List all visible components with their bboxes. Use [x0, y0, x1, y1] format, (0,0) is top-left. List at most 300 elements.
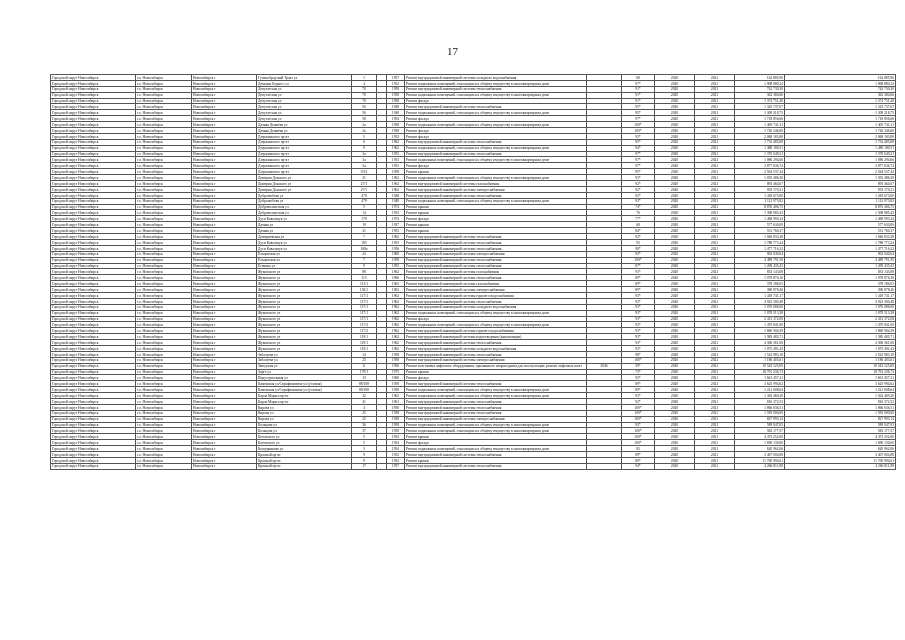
table-cell: 93*: [622, 292, 655, 298]
table-cell: 1954: [387, 116, 405, 122]
table-cell: 2020: [655, 92, 695, 98]
table-cell: Ремонт внутридомовой инженерной системы холодного водоснабжения: [405, 304, 587, 310]
table-cell: 531 760,37: [785, 228, 896, 234]
table-cell: г.о. Новосибирск: [136, 175, 192, 181]
table-cell: Городской округ Новосибирск: [51, 428, 136, 434]
table-cell: 935 170,21: [785, 186, 896, 192]
table-cell: 1 086 294,66: [735, 157, 785, 163]
table-cell: 9/13: [352, 169, 377, 175]
table-cell: г.о. Новосибирск: [136, 228, 192, 234]
table-cell: Новосибирск г: [192, 157, 257, 163]
table-cell: 2021: [695, 151, 735, 157]
table-cell: Ремонт фасада: [405, 375, 587, 381]
table-cell: 4 266 811,88: [785, 463, 896, 469]
table-cell: Жуковского ул: [257, 334, 352, 340]
table-cell: 2020: [655, 351, 695, 357]
table-cell: 531 760,37: [735, 228, 785, 234]
table-cell: г.о. Новосибирск: [136, 381, 192, 387]
table-cell: г.о. Новосибирск: [136, 210, 192, 216]
table-cell: Городской округ Новосибирск: [51, 446, 136, 452]
table-cell: Ремонт крыши: [405, 204, 587, 210]
table-cell: 7: [352, 234, 377, 240]
table-cell: г.о. Новосибирск: [136, 145, 192, 151]
table-cell: 2020: [655, 104, 695, 110]
table-cell: г.о. Новосибирск: [136, 375, 192, 381]
table-cell: Жуковского ул: [257, 322, 352, 328]
table-cell: 2020: [655, 257, 695, 263]
table-cell: 2 068 183,80: [785, 133, 896, 139]
table-cell: 1938: [387, 416, 405, 422]
table-cell: Ремонт фасада: [405, 316, 587, 322]
table-cell: Жуковского ул: [257, 292, 352, 298]
table-cell: 1 221 608,64: [785, 387, 896, 393]
table-cell: 1938: [387, 410, 405, 416]
table-cell: 2020: [655, 228, 695, 234]
table-cell: 2021: [695, 216, 735, 222]
table-cell: Ремонт внутридомовой инженерной системы теплоснабжения: [405, 139, 587, 145]
table-cell: г.о. Новосибирск: [136, 198, 192, 204]
table-cell: 17: [352, 463, 377, 469]
table-cell: г.о. Новосибирск: [136, 151, 192, 157]
table-cell: Ремонт внутридомовой инженерной системы теплоснабжения: [405, 275, 587, 281]
table-cell: 119/1: [352, 345, 377, 351]
table-cell: 1948: [387, 192, 405, 198]
table-cell: Новосибирск г: [192, 186, 257, 192]
table-cell: 19: [352, 222, 377, 228]
table-cell: 2020: [655, 292, 695, 298]
table-cell: г.о. Новосибирск: [136, 440, 192, 446]
table-cell: Карла Маркса пр-кт: [257, 393, 352, 399]
table-cell: Новосибирск г: [192, 192, 257, 198]
table-cell: 95*: [622, 110, 655, 116]
table-cell: Ельцовская ул: [257, 257, 352, 263]
table-cell: Городской округ Новосибирск: [51, 222, 136, 228]
table-cell: Ремонт подвальных помещений, относящихся к общему имуществу в многоквартирном доме: [405, 446, 587, 452]
table-cell: 162 885,96: [735, 75, 785, 81]
table-cell: 3 407 004,88: [735, 452, 785, 458]
table-cell: 18 791 236,73: [735, 369, 785, 375]
table-cell: г.о. Новосибирск: [136, 340, 192, 346]
table-cell: Жуковского ул: [257, 340, 352, 346]
table-cell: 2 877 636,74: [735, 163, 785, 169]
table-cell: 1 477 716,32: [785, 245, 896, 251]
table-cell: Новосибирск г: [192, 181, 257, 187]
table-cell: 9: [352, 263, 377, 269]
table-cell: 1958: [387, 86, 405, 92]
table-cell: г.о. Новосибирск: [136, 80, 192, 86]
table-cell: 1962: [387, 322, 405, 328]
table-cell: 2020: [655, 387, 695, 393]
table-cell: 4 489 791,50: [735, 257, 785, 263]
table-cell: 479: [352, 192, 377, 198]
table-cell: Городской округ Новосибирск: [51, 292, 136, 298]
table-cell: 2021: [695, 75, 735, 81]
table-cell: Депутатская ул: [257, 110, 352, 116]
table-cell: 59*: [622, 363, 655, 369]
table-cell: 479: [352, 198, 377, 204]
table-cell: 2020: [655, 75, 695, 81]
table-cell: Ремонт крыши: [405, 457, 587, 463]
table-cell: 2021: [695, 334, 735, 340]
table-cell: 1 325 737,07: [785, 104, 896, 110]
table-cell: 93*: [622, 340, 655, 346]
table-cell: Ремонт или замена лифтового оборудования, признанного непригодным для эксплуатации, ремонт лифтовых шахт: [405, 363, 587, 369]
table-cell: Городской округ Новосибирск: [51, 452, 136, 458]
table-cell: 94*: [622, 145, 655, 151]
table-cell: г.о. Новосибирск: [136, 263, 192, 269]
table-cell: Городской округ Новосибирск: [51, 393, 136, 399]
table-cell: Городской округ Новосибирск: [51, 310, 136, 316]
table-cell: Ремонт фасада: [405, 98, 587, 104]
table-cell: 93*: [622, 322, 655, 328]
table-cell: 2020: [655, 446, 695, 452]
table-cell: г.о. Новосибирск: [136, 133, 192, 139]
table-cell: 4 489 791,50: [785, 257, 896, 263]
table-cell: 2021: [695, 292, 735, 298]
table-cell: 1 595 000,00: [735, 410, 785, 416]
table-cell: 5: [352, 434, 377, 440]
table-cell: 36: [352, 422, 377, 428]
table-cell: Новосибирск г: [192, 151, 257, 157]
table-cell: 2021: [695, 287, 735, 293]
table-cell: 1962: [387, 292, 405, 298]
table-cell: 2020: [655, 175, 695, 181]
table-cell: 1 308 985,43: [735, 210, 785, 216]
table-cell: 2021: [695, 393, 735, 399]
table-cell: 1 418 673,00: [735, 192, 785, 198]
table-cell: 2020: [655, 204, 695, 210]
table-cell: г.о. Новосибирск: [136, 357, 192, 363]
table-cell: Дзержинского пр-кт: [257, 133, 352, 139]
table-cell: г.о. Новосибирск: [136, 234, 192, 240]
table-cell: Добровольческая ул: [257, 210, 352, 216]
table-cell: 1 078 876,16: [785, 275, 896, 281]
table-cell: 1958: [387, 422, 405, 428]
table-cell: 2021: [695, 222, 735, 228]
table-cell: Городской округ Новосибирск: [51, 122, 136, 128]
table-cell: Городской округ Новосибирск: [51, 181, 136, 187]
table-cell: 396 878,46: [735, 287, 785, 293]
table-cell: Жуковского ул: [257, 316, 352, 322]
table-cell: 1 732 485,08: [785, 139, 896, 145]
table-row: [51, 463, 896, 469]
table-cell: 1 405 741,31: [785, 122, 896, 128]
table-cell: 1952: [387, 133, 405, 139]
table-cell: 3а: [352, 151, 377, 157]
table-cell: Ельцовская ул: [257, 251, 352, 257]
table-cell: 2020: [655, 163, 695, 169]
table-cell: 2021: [695, 452, 735, 458]
table-cell: Новосибирск г: [192, 204, 257, 210]
table-cell: 2020: [655, 428, 695, 434]
table-cell: Ремонт внутридомовой инженерной системы электроснабжения: [405, 186, 587, 192]
table-cell: 2020: [655, 86, 695, 92]
table-cell: Кольцова ул: [257, 428, 352, 434]
table-cell: г.о. Новосибирск: [136, 75, 192, 81]
table-cell: 1975: [387, 369, 405, 375]
table-cell: Новосибирск г: [192, 440, 257, 446]
table-cell: 2021: [695, 281, 735, 287]
table-cell: Жуковского ул: [257, 298, 352, 304]
table-cell: Городской округ Новосибирск: [51, 269, 136, 275]
table-cell: 2021: [695, 328, 735, 334]
table-cell: Новосибирск г: [192, 139, 257, 145]
table-cell: Городской округ Новосибирск: [51, 245, 136, 251]
table-cell: 2020: [655, 263, 695, 269]
table-cell: г.о. Новосибирск: [136, 104, 192, 110]
table-cell: 32: [352, 393, 377, 399]
table-cell: 833 143,08: [735, 269, 785, 275]
table-cell: Новосибирск г: [192, 163, 257, 169]
table-cell: 1958: [387, 357, 405, 363]
table-cell: г.о. Новосибирск: [136, 316, 192, 322]
table-cell: Новосибирск г: [192, 292, 257, 298]
table-cell: 13: [352, 375, 377, 381]
table-cell: 2020: [655, 381, 695, 387]
table-cell: 41: [352, 398, 377, 404]
table-cell: 2021: [695, 298, 735, 304]
table-cell: Ремонт крыши: [405, 210, 587, 216]
table-cell: 89*: [622, 281, 655, 287]
table-cell: Новосибирск г: [192, 457, 257, 463]
table-cell: г.о. Новосибирск: [136, 393, 192, 399]
table-cell: Новосибирск г: [192, 110, 257, 116]
table-cell: г.о. Новосибирск: [136, 110, 192, 116]
table-cell: Дзержинского пр-кт: [257, 157, 352, 163]
table-cell: Новосибирск г: [192, 281, 257, 287]
table-cell: 2021: [695, 92, 735, 98]
table-cell: 1958: [387, 351, 405, 357]
table-cell: Новосибирск г: [192, 80, 257, 86]
table-cell: Городской округ Новосибирск: [51, 175, 136, 181]
table-cell: Добролюбова ул: [257, 198, 352, 204]
table-cell: 117/1: [352, 292, 377, 298]
table-cell: 98*: [622, 245, 655, 251]
table-cell: 1958: [387, 257, 405, 263]
table-cell: 2020: [655, 116, 695, 122]
table-cell: Ремонт фасада: [405, 216, 587, 222]
table-cell: 2020: [655, 298, 695, 304]
table-cell: 1 362 469,20: [735, 393, 785, 399]
table-cell: 89*: [622, 381, 655, 387]
table-cell: Городской округ Новосибирск: [51, 157, 136, 163]
table-cell: 119/1: [352, 334, 377, 340]
table-cell: 4: [352, 80, 377, 86]
table-cell: 1948: [387, 110, 405, 116]
table-cell: 2021: [695, 375, 735, 381]
table-cell: 1 035 486,30: [735, 175, 785, 181]
table-cell: Городской округ Новосибирск: [51, 198, 136, 204]
table-cell: 2а: [352, 122, 377, 128]
table-cell: 2020: [655, 375, 695, 381]
table-cell: Городской округ Новосибирск: [51, 145, 136, 151]
table-cell: г.о. Новосибирск: [136, 404, 192, 410]
table-cell: 2021: [695, 310, 735, 316]
table-cell: Новосибирск г: [192, 357, 257, 363]
table-cell: Новосибирск г: [192, 310, 257, 316]
table-cell: 742 730,30: [785, 86, 896, 92]
table-cell: 18 791 236,73: [785, 369, 896, 375]
table-cell: 1 385 485,71: [785, 334, 896, 340]
table-cell: Новосибирск г: [192, 104, 257, 110]
table-cell: Городской округ Новосибирск: [51, 210, 136, 216]
table-cell: 742 730,30: [735, 86, 785, 92]
table-cell: 1 112 973,82: [785, 198, 896, 204]
table-cell: 2021: [695, 110, 735, 116]
table-cell: Ремонт подвальных помещений, относящихся к общему имуществу в многоквартирном доме: [405, 310, 587, 316]
table-cell: Новосибирск г: [192, 381, 257, 387]
table-cell: 92*: [622, 192, 655, 198]
table-cell: Ремонт внутридомовой инженерной системы теплоснабжения: [405, 298, 587, 304]
table-cell: 93*: [622, 328, 655, 334]
table-cell: 589 947,05: [735, 422, 785, 428]
table-cell: 3а: [352, 157, 377, 163]
table-cell: 1 477 716,32: [735, 245, 785, 251]
page-number: 17: [447, 46, 458, 58]
table-cell: г.о. Новосибирск: [136, 186, 192, 192]
table-cell: 92*: [622, 186, 655, 192]
table-cell: 91*: [622, 98, 655, 104]
table-cell: Городской округ Новосибирск: [51, 340, 136, 346]
table-cell: 902 040,64: [735, 251, 785, 257]
table-cell: Городской округ Новосибирск: [51, 440, 136, 446]
table-cell: 6: [352, 139, 377, 145]
table-cell: 2020: [655, 169, 695, 175]
table-cell: Новосибирск г: [192, 75, 257, 81]
table-cell: 162 885,96: [785, 75, 896, 81]
table-cell: 24: [352, 251, 377, 257]
table-cell: 1961: [387, 398, 405, 404]
table-cell: 1952: [387, 457, 405, 463]
table-cell: 2020: [655, 222, 695, 228]
table-cell: Зорге ул: [257, 369, 352, 375]
table-cell: Городской округ Новосибирск: [51, 92, 136, 98]
table-cell: 1 690 130,00: [735, 440, 785, 446]
table-cell: 100*: [622, 404, 655, 410]
table-cell: Новосибирск г: [192, 198, 257, 204]
table-cell: Красный пр-кт: [257, 452, 352, 458]
table-cell: 893 464,67: [785, 181, 896, 187]
table-cell: 97*: [622, 116, 655, 122]
table-body: [51, 75, 896, 470]
table-cell: Ремонт фасада: [405, 128, 587, 134]
table-cell: 93*: [622, 345, 655, 351]
table-cell: Ремонт подвальных помещений, относящихся к общему имуществу в многоквартирном доме: [405, 198, 587, 204]
table-cell: Городской округ Новосибирск: [51, 75, 136, 81]
table-cell: Городской округ Новосибирск: [51, 398, 136, 404]
table-cell: 95*: [622, 169, 655, 175]
table-cell: 1 661 457,21: [785, 375, 896, 381]
table-cell: 2021: [695, 86, 735, 92]
table-cell: 84*: [622, 228, 655, 234]
table-cell: Городской округ Новосибирск: [51, 387, 136, 393]
table-cell: 1958: [387, 387, 405, 393]
table-cell: 1 370 649,21: [735, 151, 785, 157]
table-cell: Ремонт внутридомовой инженерной системы теплоснабжения: [405, 234, 587, 240]
table-cell: 1 522 983,18: [785, 351, 896, 357]
table-cell: 1948: [387, 104, 405, 110]
table-cell: 1953: [387, 228, 405, 234]
table-cell: Ремонт внутридомовой инженерной системы холодного водоснабжения: [405, 75, 587, 81]
table-cell: Новосибирск г: [192, 287, 257, 293]
table-cell: 100*: [622, 434, 655, 440]
table-cell: 93*: [622, 334, 655, 340]
table-cell: г.о. Новосибирск: [136, 452, 192, 458]
table-cell: 833 143,08: [785, 269, 896, 275]
table-cell: Городской округ Новосибирск: [51, 287, 136, 293]
table-cell: 2021: [695, 446, 735, 452]
table-cell: г.о. Новосибирск: [136, 322, 192, 328]
table-cell: Городской округ Новосибирск: [51, 351, 136, 357]
table-cell: 1962: [387, 334, 405, 340]
table-cell: Индустриальная ул: [257, 375, 352, 381]
table-cell: Новосибирск г: [192, 334, 257, 340]
table-cell: 2020: [655, 216, 695, 222]
table-cell: Новосибирск г: [192, 345, 257, 351]
table-cell: Ремонт внутридомовой инженерной системы холодного водоснабжения: [405, 345, 587, 351]
table-cell: 1962: [387, 181, 405, 187]
table-cell: 2021: [695, 98, 735, 104]
table-cell: Дзержинского пр-кт: [257, 145, 352, 151]
table-cell: Городской округ Новосибирск: [51, 345, 136, 351]
table-cell: Новосибирск г: [192, 92, 257, 98]
table-cell: Ремонт внутридомовой инженерной системы теплоснабжения: [405, 151, 587, 157]
table-cell: 2020: [655, 151, 695, 157]
table-cell: Ремонт внутридомовой инженерной системы теплоснабжения: [405, 104, 587, 110]
table-cell: 1 690 130,00: [785, 440, 896, 446]
table-cell: 4 923 300,48: [785, 298, 896, 304]
table-cell: Городской округ Новосибирск: [51, 363, 136, 369]
table-cell: 1 866 636,51: [735, 404, 785, 410]
table-cell: Новосибирск г: [192, 393, 257, 399]
table-cell: 97*: [622, 157, 655, 163]
table-cell: 68: [622, 222, 655, 228]
table-cell: 2020: [655, 133, 695, 139]
table-cell: Дачная Дежнёва ул: [257, 122, 352, 128]
table-cell: 2021: [695, 181, 735, 187]
table-cell: 1954: [387, 434, 405, 440]
table-cell: 2020: [655, 398, 695, 404]
table-cell: 89*: [622, 287, 655, 293]
table-cell: 902 040,64: [785, 251, 896, 257]
table-cell: г.о. Новосибирск: [136, 457, 192, 463]
table-cell: 1 370 649,21: [785, 151, 896, 157]
table-cell: 188а: [352, 245, 377, 251]
table-cell: Городской округ Новосибирск: [51, 275, 136, 281]
table-cell: Ремонт внутридомовой инженерной системы газоснабжения: [405, 269, 587, 275]
table-cell: 1962: [387, 186, 405, 192]
table-cell: 893 464,67: [735, 181, 785, 187]
table-cell: 1 374 751,40: [735, 98, 785, 104]
table-cell: Новосибирск г: [192, 351, 257, 357]
table-cell: 2021: [695, 128, 735, 134]
table-cell: 93*: [622, 133, 655, 139]
table-cell: 1953: [387, 151, 405, 157]
table-cell: Городской округ Новосибирск: [51, 239, 136, 245]
table-cell: Новосибирск г: [192, 446, 257, 452]
table-cell: Новосибирск г: [192, 257, 257, 263]
table-cell: Ремонт подвальных помещений, относящихся к общему имуществу в многоквартирном доме: [405, 92, 587, 98]
table-cell: Новосибирск г: [192, 145, 257, 151]
table-cell: Городской округ Новосибирск: [51, 328, 136, 334]
table-cell: 1 385 485,71: [735, 334, 785, 340]
table-cell: Дзержинского пр-кт: [257, 169, 352, 175]
table-cell: г.о. Новосибирск: [136, 328, 192, 334]
table-cell: 88: [352, 269, 377, 275]
table-cell: 93: [622, 239, 655, 245]
table-cell: Новосибирск г: [192, 98, 257, 104]
table-cell: 2020: [655, 310, 695, 316]
